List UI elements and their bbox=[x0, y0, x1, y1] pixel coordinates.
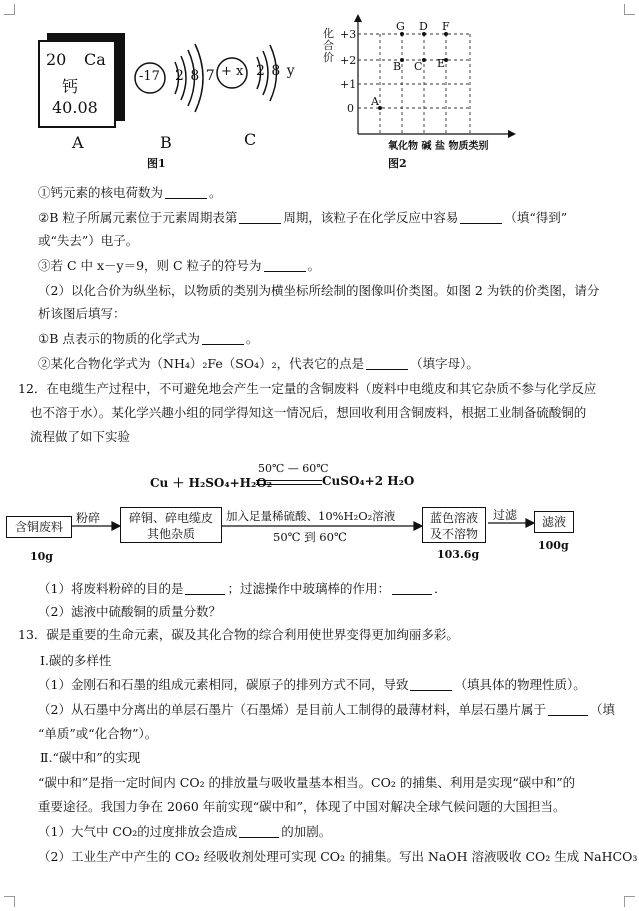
s1-line: ①B 点表示的物质的化学式为 。 bbox=[38, 331, 259, 346]
part2-line: （2）以化合价为纵坐标，以物质的类别为横坐标所绘制的图像叫价类图。如图 2 为铁的价类图，请分 bbox=[38, 283, 600, 298]
tick-plus2: +2 bbox=[340, 54, 357, 67]
q12-line-1: 12．在电缆生产过程中，不可避免地会产生一定量的含铜废料（废料中电缆皮和其它杂质不参与化学反应 bbox=[18, 381, 597, 396]
mass-filtrate: 100g bbox=[538, 539, 569, 552]
ion-b-shells: 2 8 7 bbox=[175, 68, 216, 84]
point-f: F bbox=[442, 20, 450, 33]
atomic-number: 20 bbox=[46, 50, 67, 69]
corner-mark-bl bbox=[4, 896, 15, 907]
answer-blank[interactable] bbox=[264, 258, 306, 272]
equation-products: CuSO₄+2 H₂O bbox=[322, 474, 415, 488]
answer-blank[interactable] bbox=[202, 331, 244, 345]
cn-line-4: （2）工业生产中产生的 CO₂ 经吸收剂处理可实现 CO₂ 的捕集。写出 NaOH 溶液吸收 CO₂ 生成 NaHCO₃ bbox=[38, 849, 638, 864]
point-g: G bbox=[396, 20, 405, 33]
point-e: E bbox=[437, 57, 446, 70]
flow-step-temperature: 50℃ 到 60℃ bbox=[273, 530, 347, 544]
question-12-parts bbox=[38, 580, 628, 630]
ion-b-nucleus: -17 bbox=[139, 69, 160, 84]
figure-2 bbox=[320, 0, 520, 175]
figure-1-caption: 图1 bbox=[147, 157, 166, 170]
question-11-text bbox=[38, 184, 628, 384]
q2-line-2: 或“失去”）电子。 bbox=[38, 233, 139, 248]
answer-blank[interactable] bbox=[185, 581, 225, 595]
ion-c-nucleus: + x bbox=[221, 64, 244, 79]
point-d: D bbox=[419, 20, 428, 33]
element-name: 钙 bbox=[62, 77, 79, 96]
tick-plus1: +1 bbox=[340, 78, 357, 91]
calcium-element-tile bbox=[38, 40, 116, 128]
label-c: C bbox=[244, 130, 257, 149]
element-symbol: Ca bbox=[84, 50, 106, 69]
question-13-text bbox=[18, 626, 638, 906]
cn-line-2: 重要途径。我国力争在 2060 年前实现“碳中和”，体现了中国对解决全球气候问题的大国担当。 bbox=[38, 799, 566, 814]
q12-line-2: 也不溶于水）。某化学兴趣小组的同学得知这一情况后，想回收利用含铜废料，根据工业制备硫酸铜的 bbox=[30, 405, 587, 420]
equation-reactants: Cu ＋ H₂SO₄+H₂O₂ bbox=[150, 476, 272, 490]
c1-line: （1）金刚石和石墨的组成元素相同，碳原子的排列方式不同，导致 （填具体的物理性质）。 bbox=[38, 677, 586, 692]
reaction-equation bbox=[150, 462, 450, 492]
point-a: A bbox=[371, 95, 379, 108]
answer-blank[interactable] bbox=[410, 677, 452, 691]
question-12-text bbox=[18, 380, 628, 460]
equation-double-line bbox=[256, 480, 322, 485]
section-1-heading: Ⅰ.碳的多样性 bbox=[40, 653, 112, 668]
answer-blank[interactable] bbox=[366, 356, 408, 370]
part2-line-2: 析该图后填写： bbox=[38, 306, 126, 321]
answer-blank[interactable] bbox=[239, 824, 279, 838]
label-b: B bbox=[160, 133, 172, 152]
answer-blank[interactable] bbox=[239, 210, 281, 224]
answer-blank[interactable] bbox=[460, 210, 502, 224]
s2-line: ②某化合物化学式为（NH₄）₂Fe（SO₄）₂，代表它的点是 （填字母）。 bbox=[38, 356, 479, 371]
q12-part-1: （1）将废料粉碎的目的是 ；过滤操作中玻璃棒的作用： ． bbox=[38, 581, 447, 596]
section-2-heading: Ⅱ.“碳中和”的实现 bbox=[40, 750, 141, 765]
equation-condition: 50℃ — 60℃ bbox=[258, 462, 329, 475]
ion-c-shells: 2 8 y bbox=[256, 63, 296, 79]
flow-box-blue-solution: 蓝色溶液 及不溶物 bbox=[422, 507, 486, 543]
figure-2-caption: 图2 bbox=[388, 157, 407, 170]
answer-blank[interactable] bbox=[165, 185, 207, 199]
flow-step-add-acid: 加入足量稀硫酸、10%H₂O₂溶液 bbox=[226, 509, 396, 523]
chart-ylabel: 化合价 bbox=[323, 27, 334, 64]
q12-line-3: 流程做了如下实验 bbox=[30, 429, 131, 444]
point-c: C bbox=[414, 60, 423, 73]
q2-line: ②B 粒子所属元素位于元素周期表第 周期，该粒子在化学反应中容易 （填“得到” bbox=[38, 210, 568, 225]
tick-plus3: +3 bbox=[340, 28, 357, 41]
c2-line: （2）从石墨中分离出的单层石墨片（石墨烯）是目前人工制得的最薄材料，单层石墨片属于 （填 bbox=[38, 702, 615, 717]
q13-intro: 13．碳是重要的生命元素，碳及其化合物的综合利用使世界变得更加绚丽多彩。 bbox=[18, 627, 459, 642]
cn-line-3: （1）大气中 CO₂的过度排放会造成 的加剧。 bbox=[38, 824, 332, 839]
figure-1 bbox=[0, 0, 320, 175]
c2-line-2: “单质”或“化合物”）。 bbox=[38, 726, 158, 741]
point-b: B bbox=[393, 60, 402, 73]
label-a: A bbox=[72, 133, 84, 152]
flow-box-copper-waste: 含铜废料 bbox=[6, 516, 72, 538]
flow-diagram bbox=[0, 495, 639, 575]
mass-solution: 103.6g bbox=[437, 548, 480, 561]
corner-mark-tr bbox=[624, 4, 635, 15]
flow-box-crushed-material: 碎铜、碎电缆皮 其他杂质 bbox=[120, 507, 222, 543]
answer-blank[interactable] bbox=[392, 581, 432, 595]
q12-part-2: （2）滤液中硫酸铜的质量分数？ bbox=[38, 604, 221, 619]
flow-box-filtrate: 滤液 bbox=[534, 511, 574, 533]
flow-step-crush: 粉碎 bbox=[76, 511, 101, 525]
answer-blank[interactable] bbox=[548, 702, 588, 716]
tick-zero: 0 bbox=[347, 102, 354, 115]
cn-line-1: “碳中和”是指一定时间内 CO₂ 的排放量与吸收量基本相当。CO₂ 的捕集、利用是实现“碳中和”的 bbox=[38, 775, 576, 790]
mass-waste: 10g bbox=[30, 550, 53, 563]
atomic-mass: 40.08 bbox=[52, 98, 98, 117]
flow-step-filter: 过滤 bbox=[493, 508, 518, 522]
chart-xlabel: 氧化物 碱 盐 物质类别 bbox=[388, 141, 489, 152]
q3-line: ③若 C 中 x－y＝9，则 C 粒子的符号为 。 bbox=[38, 258, 321, 273]
q1-line: ①钙元素的核电荷数为 。 bbox=[38, 185, 222, 200]
